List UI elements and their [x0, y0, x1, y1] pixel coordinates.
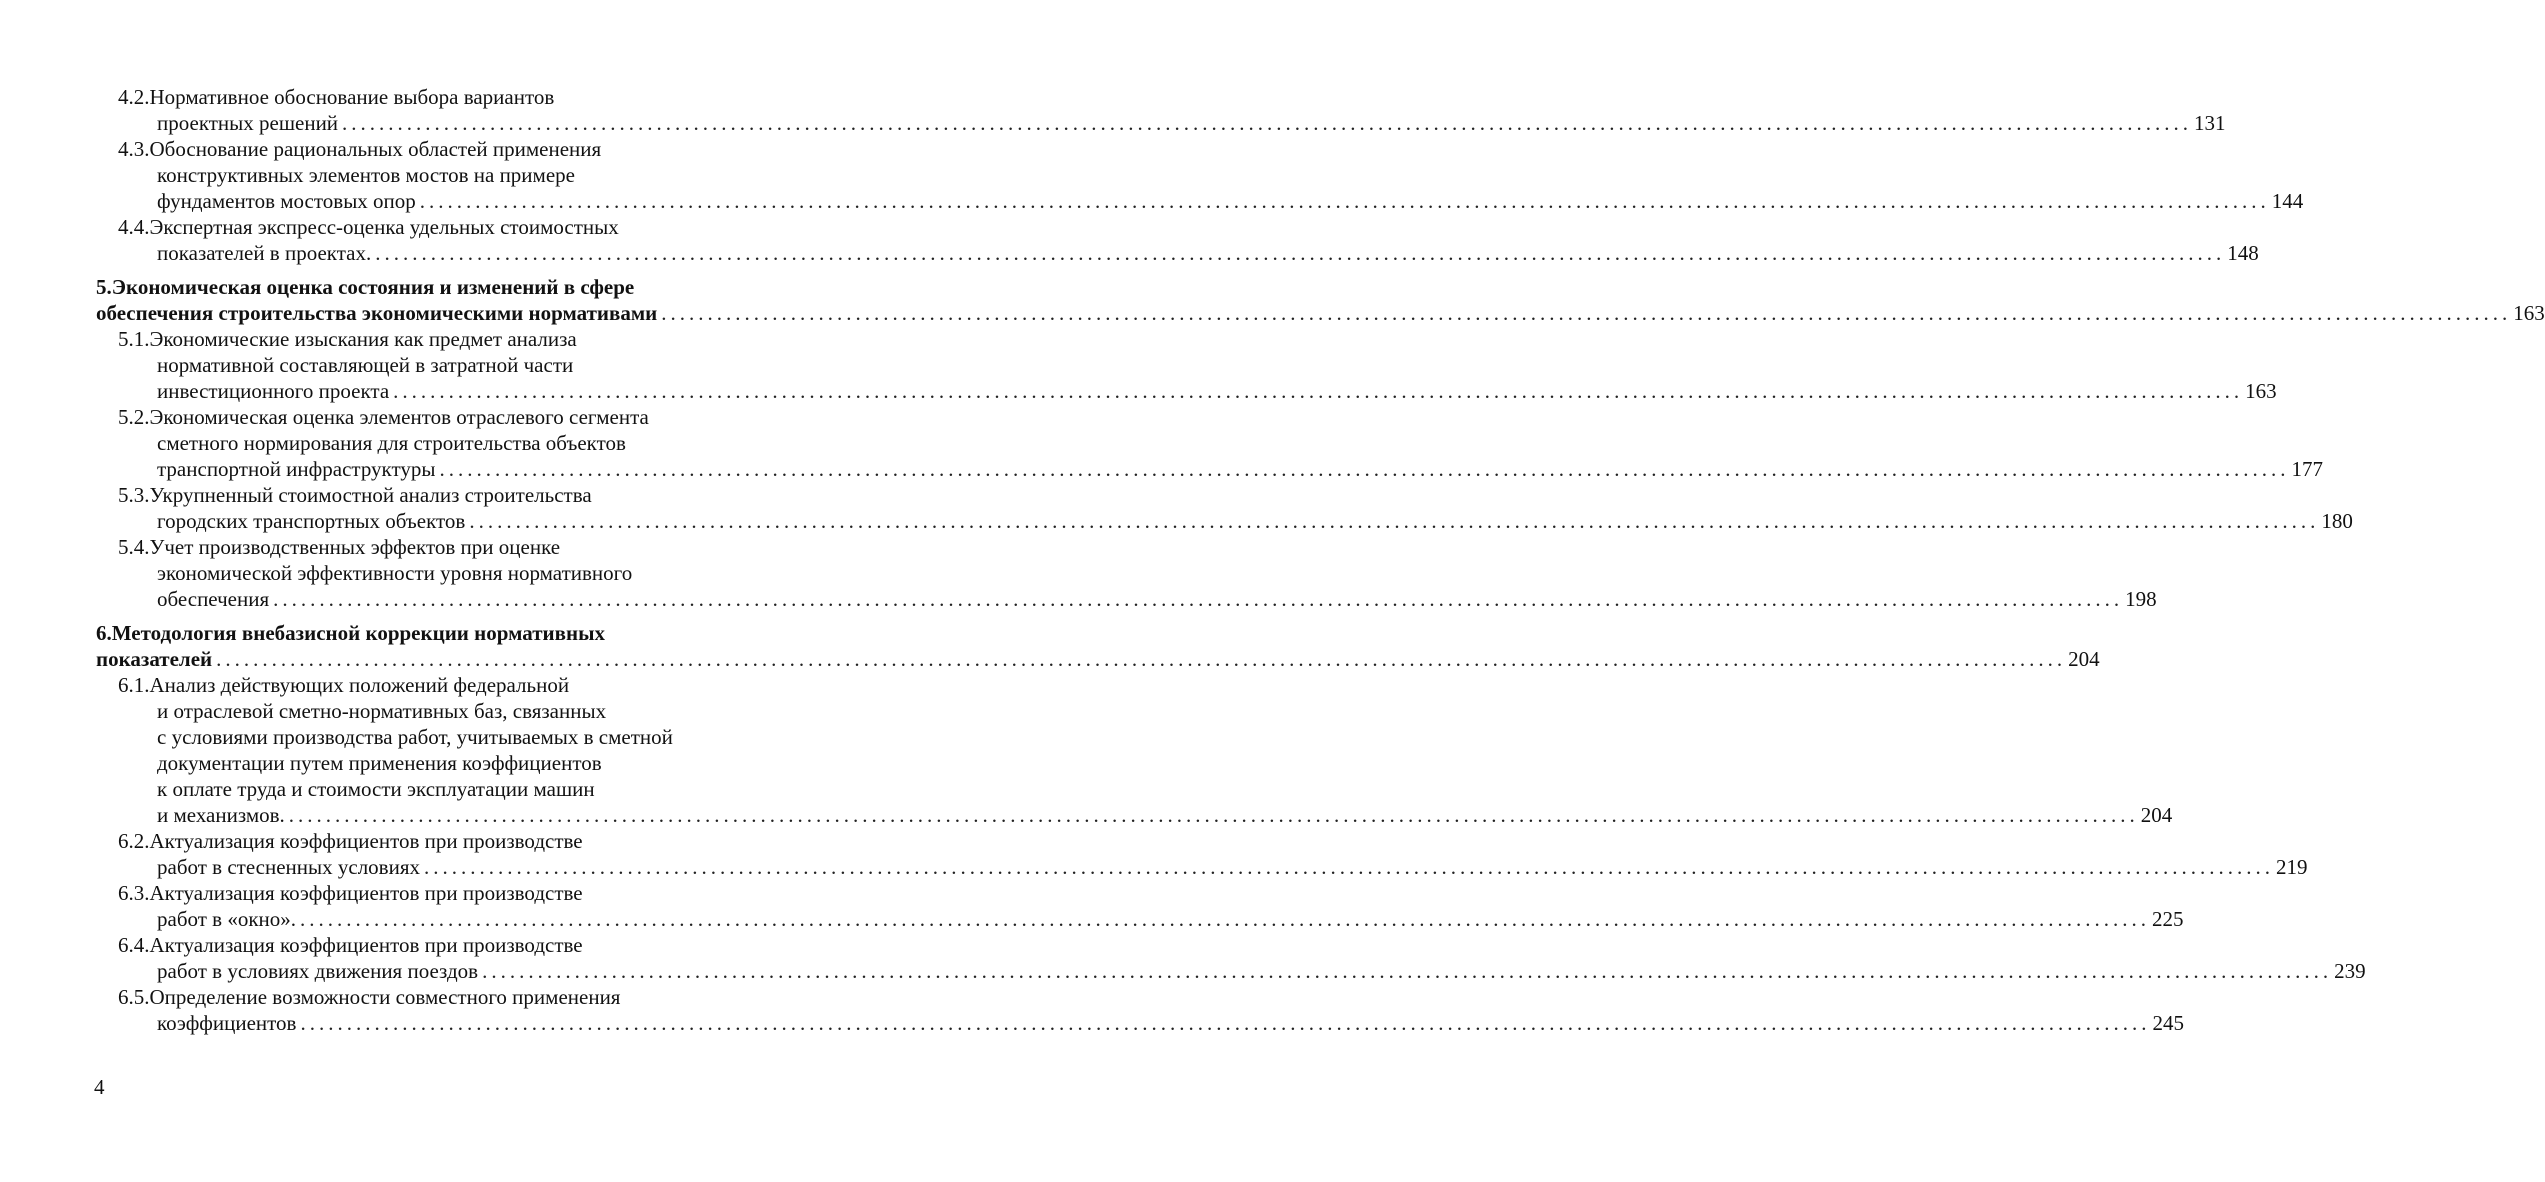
toc-line	[118, 854, 2308, 880]
toc-line	[118, 906, 2184, 932]
toc-line	[118, 240, 2259, 266]
toc-page-number: 148	[2227, 241, 2259, 265]
toc-entry-number: 6.1.	[118, 673, 150, 697]
toc-page-number: 144	[2271, 189, 2304, 213]
table-of-contents	[96, 84, 2545, 1036]
toc-entry-title-text: Анализ действующих положений федеральной	[149, 673, 570, 697]
toc-entry-number: 5.	[96, 275, 112, 299]
toc-entry-title-text: работ в «окно».	[157, 907, 297, 931]
toc-entry-number: 6.	[96, 621, 112, 645]
toc-entry-number: 5.4.	[118, 535, 150, 559]
toc-entry-title-text: Актуализация коэффициентов при производстве	[149, 881, 583, 905]
toc-entry-title-text: конструктивных элементов мостов на примере	[157, 163, 575, 187]
toc-section-entry[interactable]	[118, 932, 2366, 984]
toc-line	[118, 326, 768, 352]
toc-line	[118, 958, 2366, 984]
toc-entry-title	[157, 378, 389, 404]
toc-entry-number: 6.4.	[118, 933, 150, 957]
toc-line	[118, 482, 768, 508]
toc-entry-title-text: и отраслевой сметно-нормативных баз, связанных	[157, 699, 607, 723]
dot-leader: ........................................................................................................................................................................................................	[342, 111, 2193, 135]
toc-entry-number: 4.4.	[118, 215, 150, 239]
toc-entry-title-text: Нормативное обоснование выбора вариантов	[149, 85, 555, 109]
toc-entry-title-text: Обоснование рациональных областей применения	[149, 137, 602, 161]
toc-entry-title-text: транспортной инфраструктуры	[157, 457, 436, 481]
toc-entry-title-text: Экономические изыскания как предмет анализа	[149, 327, 577, 351]
dot-leader: ........................................................................................................................................................................................................	[288, 803, 2139, 827]
toc-entry-title-text: Методология внебазисной коррекции нормативных	[111, 621, 605, 645]
toc-section-entry[interactable]	[118, 214, 2259, 266]
dot-leader: ........................................................................................................................................................................................................	[393, 379, 2244, 403]
toc-page-number: 245	[2152, 1011, 2184, 1035]
toc-entry-title-text: нормативной составляющей в затратной части	[157, 353, 574, 377]
dot-leader: ........................................................................................................................................................................................................	[216, 647, 2067, 671]
toc-line	[118, 188, 2304, 214]
toc-line	[118, 456, 2323, 482]
toc-entry-title	[157, 906, 296, 932]
toc-entry-title-text: работ в стесненных условиях	[157, 855, 420, 879]
page-number: 4	[94, 1075, 105, 1099]
toc-section-entry[interactable]	[118, 984, 2184, 1036]
toc-page-number: 204	[2140, 803, 2173, 827]
toc-section-entry[interactable]	[118, 880, 2184, 932]
toc-page-number: 177	[2291, 457, 2323, 481]
toc-section-entry[interactable]	[118, 672, 2173, 828]
toc-entry-title	[157, 958, 478, 984]
toc-page-number: 198	[2125, 587, 2157, 611]
toc-entry-title-text: инвестиционного проекта	[157, 379, 390, 403]
toc-section-entry[interactable]	[118, 84, 2226, 136]
toc-page-number: 204	[2068, 647, 2100, 671]
toc-line	[118, 802, 2173, 828]
toc-page-number: 163	[2245, 379, 2277, 403]
toc-page-number: 219	[2276, 855, 2308, 879]
toc-entry-title	[96, 646, 212, 672]
toc-entry-title-text: показателей в проектах.	[157, 241, 372, 265]
toc-entry-number: 5.1.	[118, 327, 150, 351]
toc-entry-title	[157, 1010, 296, 1036]
toc-line	[118, 110, 2226, 136]
toc-entry-title-text: к оплате труда и стоимости эксплуатации машин	[157, 777, 595, 801]
toc-section-entry[interactable]	[118, 534, 2157, 612]
dot-leader: ........................................................................................................................................................................................................	[273, 587, 2124, 611]
toc-entry-number: 6.5.	[118, 985, 150, 1009]
toc-entry-title-text: Определение возможности совместного применения	[149, 985, 621, 1009]
toc-section-entry[interactable]	[118, 828, 2308, 880]
toc-line	[118, 430, 768, 456]
toc-chapter-entry[interactable]	[96, 620, 2100, 672]
toc-line	[96, 300, 2545, 326]
toc-entry-title-text: и механизмов.	[157, 803, 285, 827]
toc-entry-number: 4.3.	[118, 137, 150, 161]
toc-entry-number: 5.2.	[118, 405, 150, 429]
toc-section-entry[interactable]	[118, 482, 2353, 534]
toc-entry-title-text: Экономическая оценка элементов отраслевого сегмента	[149, 405, 649, 429]
toc-entry-number: 5.3.	[118, 483, 150, 507]
toc-line	[118, 698, 768, 724]
toc-entry-title	[157, 188, 416, 214]
toc-entry-title-text: сметного нормирования для строительства объектов	[157, 431, 626, 455]
dot-leader: ........................................................................................................................................................................................................	[661, 301, 2512, 325]
toc-entry-title-text: проектных решений	[157, 111, 339, 135]
toc-line	[118, 776, 768, 802]
toc-entry-title-text: обеспечения	[157, 587, 270, 611]
toc-entry-title-text: обеспечения строительства экономическими нормативами	[96, 301, 658, 325]
toc-page-number: 180	[2321, 509, 2353, 533]
toc-line	[118, 378, 2277, 404]
toc-line	[118, 984, 768, 1010]
toc-page-number: 225	[2152, 907, 2184, 931]
dot-leader: ........................................................................................................................................................................................................	[300, 907, 2151, 931]
toc-entry-title-text: коэффициентов	[157, 1011, 297, 1035]
toc-entry-title-text: экономической эффективности уровня нормативного	[157, 561, 633, 585]
toc-entry-title-text: фундаментов мостовых опор	[157, 189, 416, 213]
toc-entry-title-text: Экспертная экспресс-оценка удельных стоимостных	[149, 215, 619, 239]
dot-leader: ........................................................................................................................................................................................................	[424, 855, 2274, 879]
toc-entry-title-text: работ в условиях движения поездов	[157, 959, 479, 983]
toc-entry-title-text: показателей	[96, 647, 213, 671]
toc-page-number: 163	[2513, 301, 2545, 325]
toc-page-number: 131	[2194, 111, 2226, 135]
toc-line	[118, 750, 768, 776]
toc-line	[118, 136, 768, 162]
toc-line	[118, 586, 2157, 612]
toc-entry-title-text: городских транспортных объектов	[157, 509, 466, 533]
toc-line	[96, 646, 2100, 672]
toc-entry-title-text: Актуализация коэффициентов при производстве	[149, 829, 583, 853]
toc-line	[118, 534, 768, 560]
toc-line	[118, 880, 768, 906]
toc-line	[118, 724, 768, 750]
toc-section-entry[interactable]	[118, 136, 2304, 214]
toc-section-entry[interactable]	[118, 326, 2277, 404]
toc-line	[118, 1010, 2184, 1036]
dot-leader: ........................................................................................................................................................................................................	[375, 241, 2226, 265]
toc-entry-title-text: документации путем применения коэффициентов	[157, 751, 602, 775]
toc-entry-title-text: Укрупненный стоимостной анализ строительства	[149, 483, 592, 507]
toc-line	[118, 828, 768, 854]
toc-entry-number: 6.2.	[118, 829, 150, 853]
dot-leader: ........................................................................................................................................................................................................	[300, 1011, 2151, 1035]
toc-chapter-entry[interactable]	[96, 274, 2545, 326]
toc-line	[118, 84, 768, 110]
toc-entry-title	[157, 240, 371, 266]
toc-entry-title-text: Актуализация коэффициентов при производстве	[149, 933, 583, 957]
toc-line	[118, 672, 768, 698]
dot-leader: ........................................................................................................................................................................................................	[469, 509, 2320, 533]
toc-entry-number: 4.2.	[118, 85, 150, 109]
toc-line	[118, 214, 768, 240]
toc-line	[96, 274, 768, 300]
dot-leader: ........................................................................................................................................................................................................	[482, 959, 2333, 983]
toc-line	[96, 620, 768, 646]
toc-line	[118, 352, 768, 378]
toc-entry-title	[157, 802, 285, 828]
toc-entry-title	[157, 508, 465, 534]
toc-entry-title-text: Учет производственных эффектов при оценке	[149, 535, 561, 559]
dot-leader: ........................................................................................................................................................................................................	[419, 189, 2270, 213]
toc-entry-title	[157, 110, 338, 136]
toc-entry-title	[157, 456, 436, 482]
toc-line	[118, 560, 768, 586]
dot-leader: ........................................................................................................................................................................................................	[439, 457, 2290, 481]
toc-entry-title-text: с условиями производства работ, учитываемых в сметной	[157, 725, 673, 749]
toc-entry-number: 6.3.	[118, 881, 150, 905]
toc-section-entry[interactable]	[118, 404, 2323, 482]
toc-line	[118, 932, 768, 958]
toc-line	[118, 162, 768, 188]
toc-page-number: 239	[2334, 959, 2366, 983]
toc-line	[118, 508, 2353, 534]
toc-entry-title	[96, 300, 657, 326]
toc-entry-title	[157, 586, 269, 612]
toc-line	[118, 404, 768, 430]
toc-entry-title-text: Экономическая оценка состояния и изменений в сфере	[111, 275, 635, 299]
toc-entry-title	[157, 854, 420, 880]
